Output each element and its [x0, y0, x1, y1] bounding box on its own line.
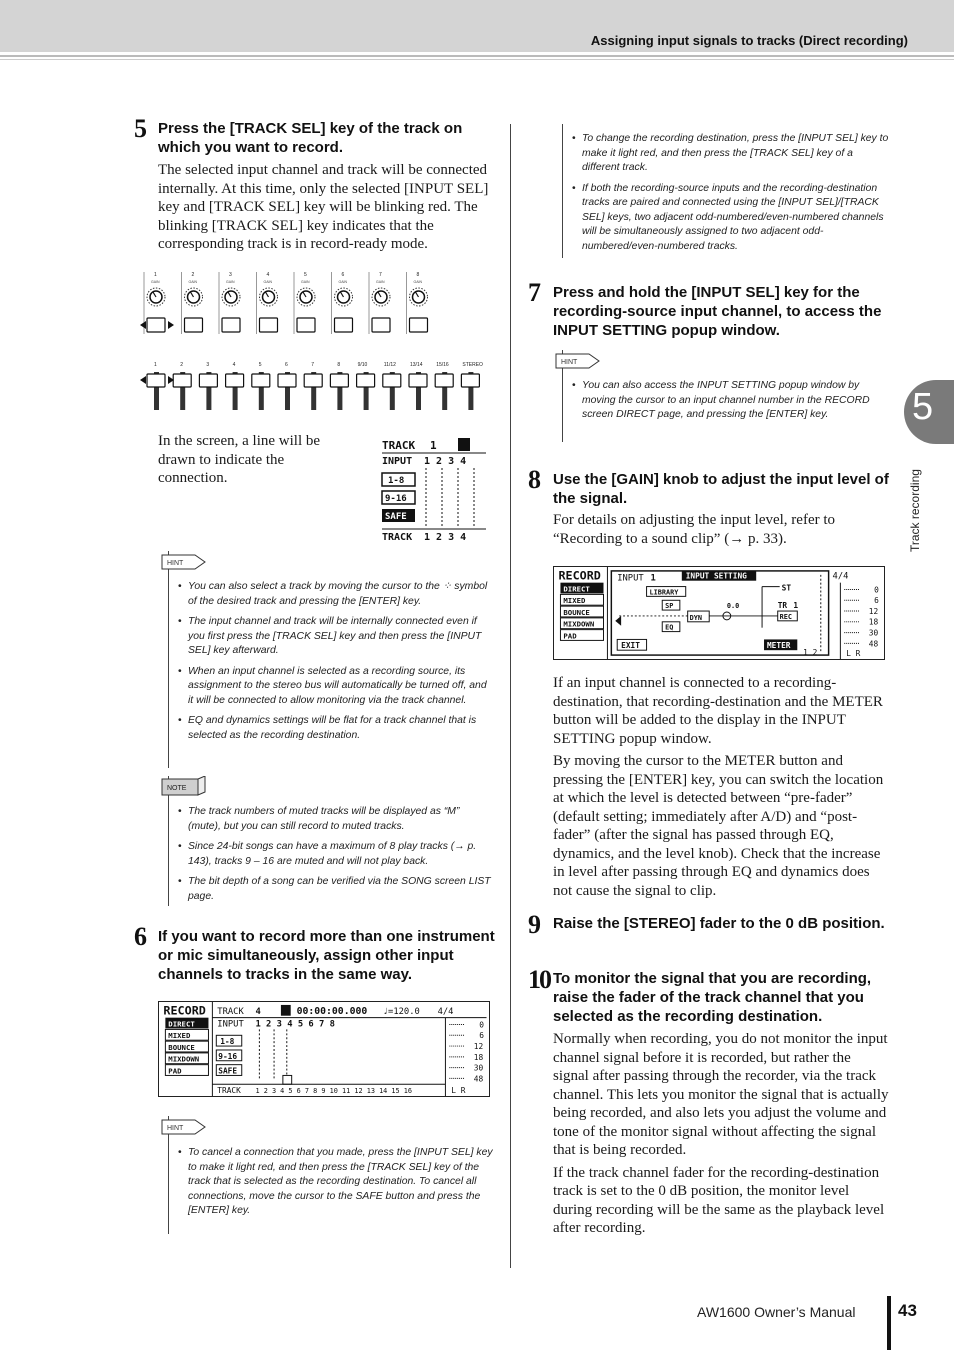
track-number: 7 — [311, 362, 314, 368]
svg-text:9-16: 9-16 — [218, 1051, 238, 1061]
meter-scale-label: 18 — [473, 1052, 484, 1062]
channel-number: 1 — [154, 272, 157, 278]
lcd-input-nums: 1 2 3 4 — [424, 456, 467, 467]
track-number: 9/10 — [357, 362, 368, 368]
lcd-track-num: 1 — [430, 439, 437, 452]
svg-text:SAFE: SAFE — [385, 512, 407, 522]
svg-text:1-8: 1-8 — [388, 476, 405, 486]
gain-knob-row — [140, 272, 428, 334]
hint-badge-icon — [555, 350, 601, 372]
svg-text:METER: METER — [766, 641, 791, 651]
track-number: 8 — [337, 362, 341, 368]
input-sel-key — [372, 318, 390, 332]
svg-text:4: 4 — [255, 1006, 261, 1017]
paragraph: Normally when recording, you do not monitor the input channel signal before it is recorded, but rather the signal after passing through the recorder, via the track channel. This lets you monitor the signal that is actually being recorded, and also lets you adjust the volume and tone of the monitor signal without affecting the signal that is being recorded. — [553, 1031, 889, 1158]
lcd-menu-label: BOUNCE — [168, 1042, 195, 1052]
note-badge-icon — [161, 776, 207, 798]
track-number: 15/16 — [436, 362, 449, 368]
svg-text:INPUT: INPUT — [217, 1019, 244, 1030]
hint-box-2 — [167, 1116, 184, 1234]
blink-arrow-icon — [168, 321, 174, 329]
step-number-6: 6 — [134, 922, 147, 951]
track-number: 6 — [285, 362, 288, 368]
svg-text:LIBRARY: LIBRARY — [649, 588, 679, 597]
control-panel-illustration — [138, 268, 490, 414]
gain-label: GAIN — [338, 280, 348, 284]
track-number: 2 — [180, 362, 183, 368]
blink-arrow-icon — [140, 321, 146, 329]
hint-2-list — [178, 1146, 494, 1225]
meter-scale-label: 30 — [473, 1063, 484, 1073]
track-number: STEREO — [462, 362, 483, 368]
track-sel-row — [140, 362, 483, 410]
channel-number: 4 — [266, 272, 270, 278]
note-1-item: • The track numbers of muted tracks will be displayed as “M” (mute), but you can still record to muted tracks. — [178, 805, 494, 834]
page-header-title: Assigning input signals to tracks (Direct recording) — [590, 33, 908, 48]
tip-continued-item: • If both the recording-source inputs and the recording-destination tracks are paired and connected using the [INPUT SEL]/[TRACK SEL] keys, two adjacent odd-numbered/even-numbered channels will be simultaneously assigned to two adjacent odd-numbered/even-numbered tracks. — [572, 182, 890, 255]
step-5-body: The selected input channel and track will be connected internally. At this time, only the selected [INPUT SEL] key and [TRACK SEL] key will be blinking red. The blinking [TRACK SEL] key indicates that the corresponding track is in record-ready mode. — [158, 162, 489, 252]
input-sel-key — [410, 318, 428, 332]
gain-label: GAIN — [413, 280, 423, 284]
meter-scale-label: 12 — [473, 1042, 484, 1051]
svg-text:L R: L R — [846, 649, 861, 659]
lcd-track-bottom: TRACK — [382, 532, 413, 542]
svg-text:INPUT SETTING: INPUT SETTING — [685, 571, 747, 581]
track-connection-lcd — [380, 436, 488, 542]
hint-1-item: • The input channel and track will be internally connected even if you first press the [TRACK SEL] key and then press the [INPUT SEL] key afterward. — [178, 615, 494, 659]
note-1-item: • The bit depth of a song can be verified via the SONG screen LIST page. — [178, 875, 494, 904]
input-sel-key — [147, 318, 165, 332]
svg-text:1 2: 1 2 — [803, 648, 818, 658]
hint-3-list — [572, 379, 890, 429]
svg-text:TRACK: TRACK — [217, 1006, 244, 1017]
channel-number: 7 — [379, 272, 382, 278]
hint-1-list — [178, 580, 494, 749]
note-1-list — [178, 805, 494, 910]
track-number: 13/14 — [410, 362, 423, 368]
lcd-menu-label: MIXDOWN — [168, 1054, 200, 1064]
svg-text:ST: ST — [781, 583, 792, 593]
svg-text:4/4: 4/4 — [437, 1006, 454, 1017]
step-10-heading: To monitor the signal that you are recording, raise the fader of the track channel that you selected as the recording destination. — [553, 970, 872, 1025]
input-sel-key — [222, 318, 240, 332]
svg-text:REC: REC — [779, 612, 793, 621]
track-sel-key — [304, 374, 322, 387]
svg-text:INPUT: INPUT — [617, 573, 644, 584]
meter-scale-label: 6 — [874, 596, 879, 606]
svg-text:EXIT: EXIT — [621, 641, 640, 651]
hint-1-item: • When an input channel is selected as a recording source, its assignment to the stereo bus will automatically be turned off, and it will be connected to allow monitoring via the track channel. — [178, 665, 494, 709]
track-number: 4 — [232, 362, 236, 368]
record-direct-lcd — [158, 1001, 490, 1097]
channel-number: 2 — [191, 272, 195, 278]
step-number-10: 10 — [528, 965, 550, 994]
column-divider — [510, 124, 511, 1268]
track-sel-key — [252, 374, 270, 387]
lcd-menu-label: PAD — [168, 1066, 182, 1076]
meter-scale-label: 18 — [868, 617, 879, 627]
track-sel-key — [278, 374, 296, 387]
step-7-heading: Press and hold the [INPUT SEL] key for the recording-source input channel, to access the INPUT SETTING popup window. — [553, 284, 882, 339]
lock-icon — [458, 438, 470, 451]
meter-scale-label: 6 — [479, 1031, 484, 1041]
track-sel-key — [383, 374, 401, 387]
lcd-track-bottom-nums: 1 2 3 4 — [424, 532, 467, 542]
svg-text:♩=120.0: ♩=120.0 — [382, 1006, 420, 1017]
step-10-body — [553, 1030, 889, 1238]
lcd-menu-label: DIRECT — [168, 1019, 195, 1029]
svg-text:SAFE: SAFE — [218, 1066, 238, 1076]
tip-continued-list — [572, 132, 890, 260]
header-rule-thin — [0, 59, 954, 60]
paragraph: By moving the cursor to the METER button and pressing the [ENTER] key, you can switch the location at which the level is detected between “pre-fader” (default setting; immediately after A/D) and “post-fader” (after the signal has passed through EQ, dynamics, and the level knob). Check that the increase in level after passing through EQ and dynamics does not cause the signal to clip. — [553, 753, 884, 899]
step-8-body: For details on adjusting the input level, refer to “Recording to a sound clip” (→ p. 33). — [553, 512, 836, 547]
meter-scale-label: 48 — [473, 1074, 484, 1084]
channel-number: 3 — [229, 272, 232, 278]
input-sel-key — [260, 318, 278, 332]
blink-arrow-icon — [140, 376, 146, 384]
svg-text:EQ: EQ — [665, 623, 674, 632]
svg-text:1-8: 1-8 — [220, 1037, 235, 1047]
step-number-5: 5 — [134, 114, 147, 143]
track-number: 11/12 — [383, 362, 396, 368]
hint-badge-icon — [161, 551, 207, 573]
step-number-8: 8 — [528, 465, 541, 494]
svg-text:HINT: HINT — [561, 359, 578, 366]
page-number: 43 — [898, 1301, 917, 1320]
gain-label: GAIN — [301, 280, 310, 284]
meter-scale-label: 30 — [868, 628, 879, 638]
svg-text:HINT: HINT — [167, 560, 184, 567]
channel-number: 6 — [341, 272, 345, 278]
track-sel-key — [409, 374, 427, 387]
step-number-9: 9 — [528, 910, 541, 939]
input-sel-key — [335, 318, 353, 332]
paragraph: If an input channel is connected to a recording-destination, that recording-destination and the METER button will be added to the display in the INPUT SETTING popup window. — [553, 675, 883, 747]
meter-scale-label: 12 — [868, 606, 879, 616]
svg-text:TR: TR — [777, 601, 788, 611]
gain-label: GAIN — [151, 280, 160, 284]
tip-continued-item: • To change the recording destination, press the [INPUT SEL] key to make it light red, and then press the [TRACK SEL] key of a different track. — [572, 132, 890, 176]
svg-text:1: 1 — [650, 573, 656, 584]
input-setting-lcd — [553, 566, 885, 660]
svg-text:1: 1 — [793, 601, 799, 611]
note-box-1 — [167, 776, 187, 906]
footer-bar — [887, 1296, 891, 1350]
note-1-item: • Since 24-bit songs can have a maximum of 8 play tracks (→ p. 143), tracks 9 – 16 are muted and will not play back. — [178, 840, 494, 869]
channel-number: 5 — [304, 272, 307, 278]
meter-scale-label: 0 — [479, 1020, 484, 1030]
channel-number: 8 — [416, 272, 420, 278]
svg-text:4/4: 4/4 — [832, 571, 849, 582]
svg-text:NOTE: NOTE — [167, 785, 187, 792]
svg-text:HINT: HINT — [167, 1125, 184, 1132]
hint-box-3 — [561, 350, 578, 442]
lcd-menu-label: PAD — [563, 631, 577, 641]
meter-scale-label: 48 — [868, 639, 879, 649]
lcd-menu-label: BOUNCE — [563, 607, 590, 617]
track-sel-key — [461, 374, 479, 387]
track-sel-key — [147, 374, 165, 387]
step-5-heading: Press the [TRACK SEL] key of the track on which you want to record. — [158, 120, 463, 156]
hint-2-item: • To cancel a connection that you made, press the [INPUT SEL] key to make it light red, and then press the [TRACK SEL] key of the track that is selected as the recording destination. To cancel all connections, move the cursor to the SAFE button and press the [ENTER] key. — [178, 1146, 494, 1219]
input-sel-key — [297, 318, 315, 332]
lcd-menu-label: DIRECT — [563, 584, 590, 594]
step-8-heading: Use the [GAIN] knob to adjust the input level of the signal. — [553, 471, 889, 507]
svg-text:00:00:00.000: 00:00:00.000 — [296, 1005, 368, 1017]
lcd-menu-label: MIXED — [168, 1031, 191, 1041]
header-rule — [0, 55, 954, 57]
footer-manual-title: AW1600 Owner’s Manual — [697, 1304, 856, 1320]
hint-3-item: • You can also access the INPUT SETTING popup window by moving the cursor to an input channel number in the RECORD screen DIRECT page, and pressing the [ENTER] key. — [572, 379, 890, 423]
chapter-label: Track recording — [908, 469, 922, 552]
track-sel-key — [173, 374, 191, 387]
track-sel-key — [357, 374, 375, 387]
svg-text:RECORD: RECORD — [558, 568, 601, 583]
lcd-track-label: TRACK — [382, 439, 416, 452]
gain-label: GAIN — [263, 280, 273, 284]
gain-label: GAIN — [226, 280, 235, 284]
step-6-heading: If you want to record more than one instrument or mic simultaneously, assign other input channels to tracks in the same way. — [158, 928, 495, 983]
chapter-number: 5 — [912, 386, 934, 428]
svg-text:0.0: 0.0 — [726, 602, 740, 611]
input-sel-key — [185, 318, 203, 332]
meter-scale-label: 0 — [874, 585, 879, 595]
hint-1-item: • EQ and dynamics settings will be flat for a track channel that is selected as the recording destination. — [178, 714, 494, 743]
svg-text:SP: SP — [665, 602, 674, 611]
gain-label: GAIN — [188, 280, 198, 284]
track-sel-key — [199, 374, 217, 387]
track-sel-key — [226, 374, 244, 387]
hint-badge-icon — [161, 1116, 207, 1138]
svg-text:DYN: DYN — [689, 613, 703, 622]
lcd-menu-label: MIXDOWN — [563, 619, 595, 629]
track-number: 5 — [258, 362, 262, 368]
lcd-menu-label: MIXED — [563, 596, 586, 606]
svg-text:1 2 3 4 5 6 7 8: 1 2 3 4 5 6 7 8 — [255, 1019, 335, 1030]
track-number: 1 — [154, 362, 157, 368]
track-number: 3 — [206, 362, 210, 368]
step-number-7: 7 — [528, 278, 541, 307]
hint-1-item: • You can also select a track by moving the cursor to the ⁘ symbol of the desired track and pressing the [ENTER] key. — [178, 580, 494, 609]
svg-text:1 2 3 4 5 6 7 8 9 10 11 12 13: 1 2 3 4 5 6 7 8 9 10 11 12 13 14 15 16 — [255, 1087, 413, 1096]
svg-text:9-16: 9-16 — [385, 494, 407, 504]
step-9-heading: Raise the [STEREO] fader to the 0 dB position. — [553, 915, 885, 932]
svg-text:RECORD: RECORD — [163, 1003, 206, 1018]
svg-text:TRACK: TRACK — [217, 1086, 241, 1096]
lcd-input-label: INPUT — [382, 456, 413, 467]
tip-box-continued — [562, 124, 563, 258]
hint-box-1 — [167, 551, 184, 768]
svg-text:L R: L R — [451, 1086, 466, 1096]
gain-label: GAIN — [376, 280, 385, 284]
step-5-screen-caption: In the screen, a line will be drawn to indicate the connection. — [158, 433, 321, 486]
step-8-explanation — [553, 674, 889, 900]
paragraph: If the track channel fader for the recording-destination track is set to the 0 dB position, the monitor level during recording will be the same as the playback level after recording. — [553, 1164, 885, 1236]
track-sel-key — [330, 374, 348, 387]
track-sel-key — [435, 374, 453, 387]
